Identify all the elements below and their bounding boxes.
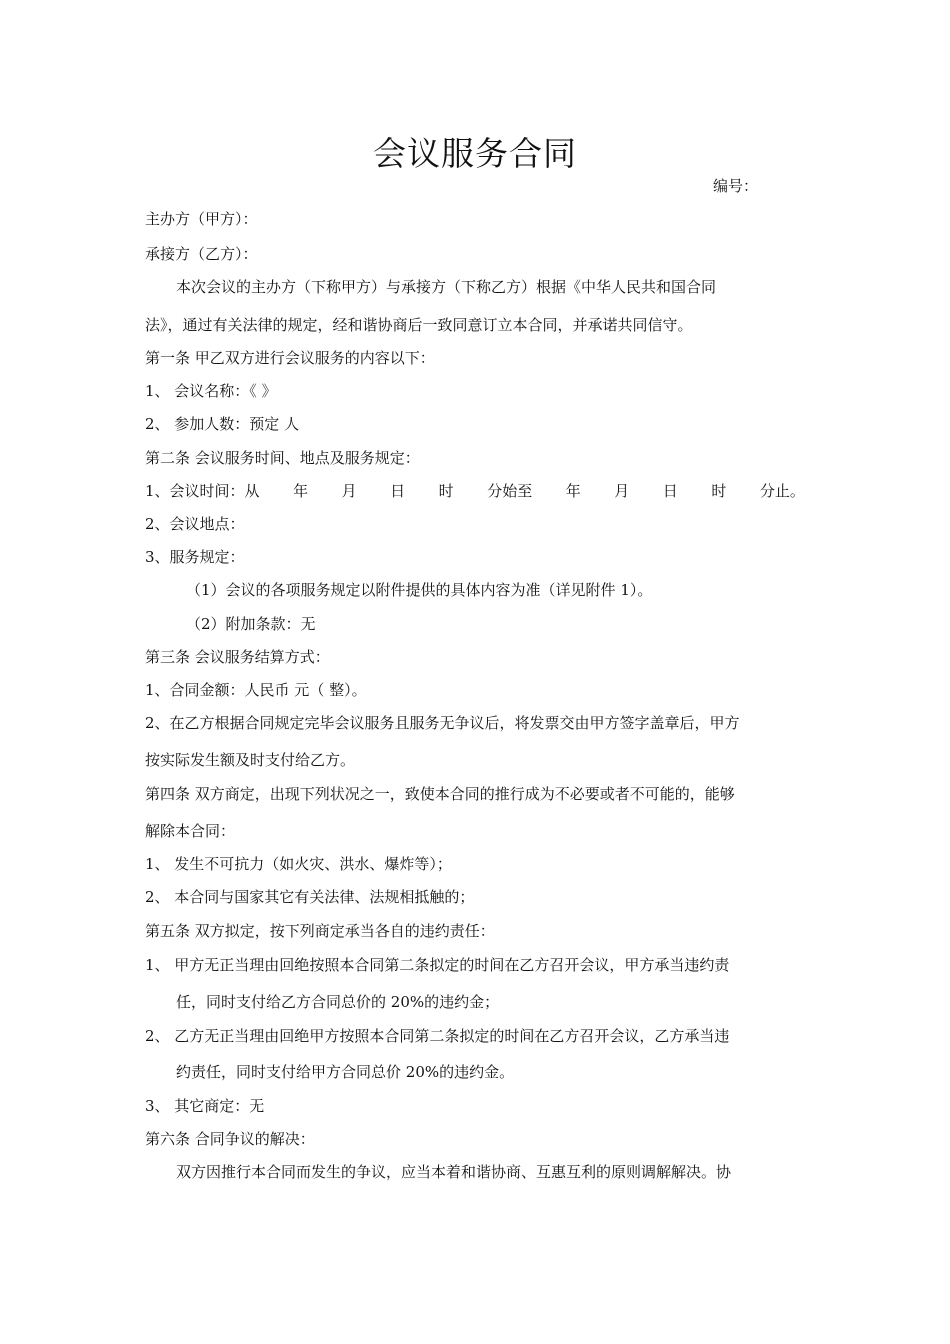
time-part: 日 xyxy=(390,482,406,500)
article-5-item-1-line-2: 任，同时支付给乙方合同总价的 20%的违约金； xyxy=(176,993,500,1011)
time-part: 时 xyxy=(711,482,727,500)
time-part: 分始至 xyxy=(487,482,533,500)
article-6-paragraph: 双方因推行本合同而发生的争议，应当本着和谐协商、互惠互利的原则调解解决。协 xyxy=(176,1163,732,1181)
contractor-party-line: 承接方（乙方）： xyxy=(145,245,258,263)
article-6-heading: 第六条 合同争议的解决： xyxy=(145,1130,315,1148)
time-part: 月 xyxy=(341,482,357,500)
article-2-item-1-meeting-time xyxy=(145,481,805,501)
article-2-item-3: 3、服务规定： xyxy=(145,548,245,566)
article-2-item-2: 2、会议地点： xyxy=(145,515,245,533)
time-part: 月 xyxy=(614,482,630,500)
article-5-item-3: 3、 其它商定：无 xyxy=(145,1097,265,1115)
article-3-item-2-line-2: 按实际发生额及时支付给乙方。 xyxy=(145,751,356,769)
article-1-heading: 第一条 甲乙双方进行会议服务的内容以下： xyxy=(145,349,435,367)
intro-paragraph-line-2: 法》，通过有关法律的规定，经和谐协商后一致同意订立本合同，并承诺共同信守。 xyxy=(145,316,693,334)
intro-paragraph-line-1: 本次会议的主办方（下称甲方）与承接方（下称乙方）根据《中华人民共和国合同 xyxy=(176,278,717,296)
article-5-item-2-line-2: 约责任，同时支付给甲方合同总价 20%的违约金。 xyxy=(176,1063,515,1081)
article-5-heading: 第五条 双方拟定，按下列商定承当各自的违约责任： xyxy=(145,922,495,940)
article-1-item-2: 2、 参加人数：预定 人 xyxy=(145,415,300,433)
contract-number-label: 编号： xyxy=(713,177,759,195)
article-3-item-1: 1、合同金额：人民币 元（ 整）。 xyxy=(145,681,367,699)
time-part: 年 xyxy=(565,482,581,500)
article-3-heading: 第三条 会议服务结算方式： xyxy=(145,648,330,666)
time-part: 年 xyxy=(293,482,309,500)
article-5-item-1-line-1: 1、 甲方无正当理由回绝按照本合同第二条拟定的时间在乙方召开会议，甲方承当违约责 xyxy=(145,956,730,974)
article-5-item-2-line-1: 2、 乙方无正当理由回绝甲方按照本合同第二条拟定的时间在乙方召开会议，乙方承当违 xyxy=(145,1027,730,1045)
time-part: 日 xyxy=(662,482,678,500)
article-3-item-2-line-1: 2、在乙方根据合同规定完毕会议服务且服务无争议后，将发票交由甲方签字盖章后，甲方 xyxy=(145,714,740,732)
host-party-line: 主办方（甲方）： xyxy=(145,210,258,228)
time-part: 1、会议时间：从 xyxy=(145,482,260,500)
article-4-heading-line-2: 解除本合同： xyxy=(145,822,236,840)
article-4-item-1: 1、 发生不可抗力（如火灾、洪水、爆炸等）； xyxy=(145,855,452,873)
article-2-item-3-sub-1: （1）会议的各项服务规定以附件提供的具体内容为准（详见附件 1）。 xyxy=(186,581,653,599)
article-1-item-1: 1、 会议名称：《 》 xyxy=(145,382,277,400)
time-part: 时 xyxy=(438,482,454,500)
article-2-item-3-sub-2: （2）附加条款：无 xyxy=(186,615,316,633)
document-title: 会议服务合同 xyxy=(373,134,577,173)
article-4-heading-line-1: 第四条 双方商定，出现下列状况之一，致使本合同的推行成为不必要或者不可能的，能够 xyxy=(145,785,735,803)
article-4-item-2: 2、 本合同与国家其它有关法律、法规相抵触的； xyxy=(145,888,475,906)
article-2-heading: 第二条 会议服务时间、地点及服务规定： xyxy=(145,449,420,467)
time-part: 分止。 xyxy=(759,482,805,500)
